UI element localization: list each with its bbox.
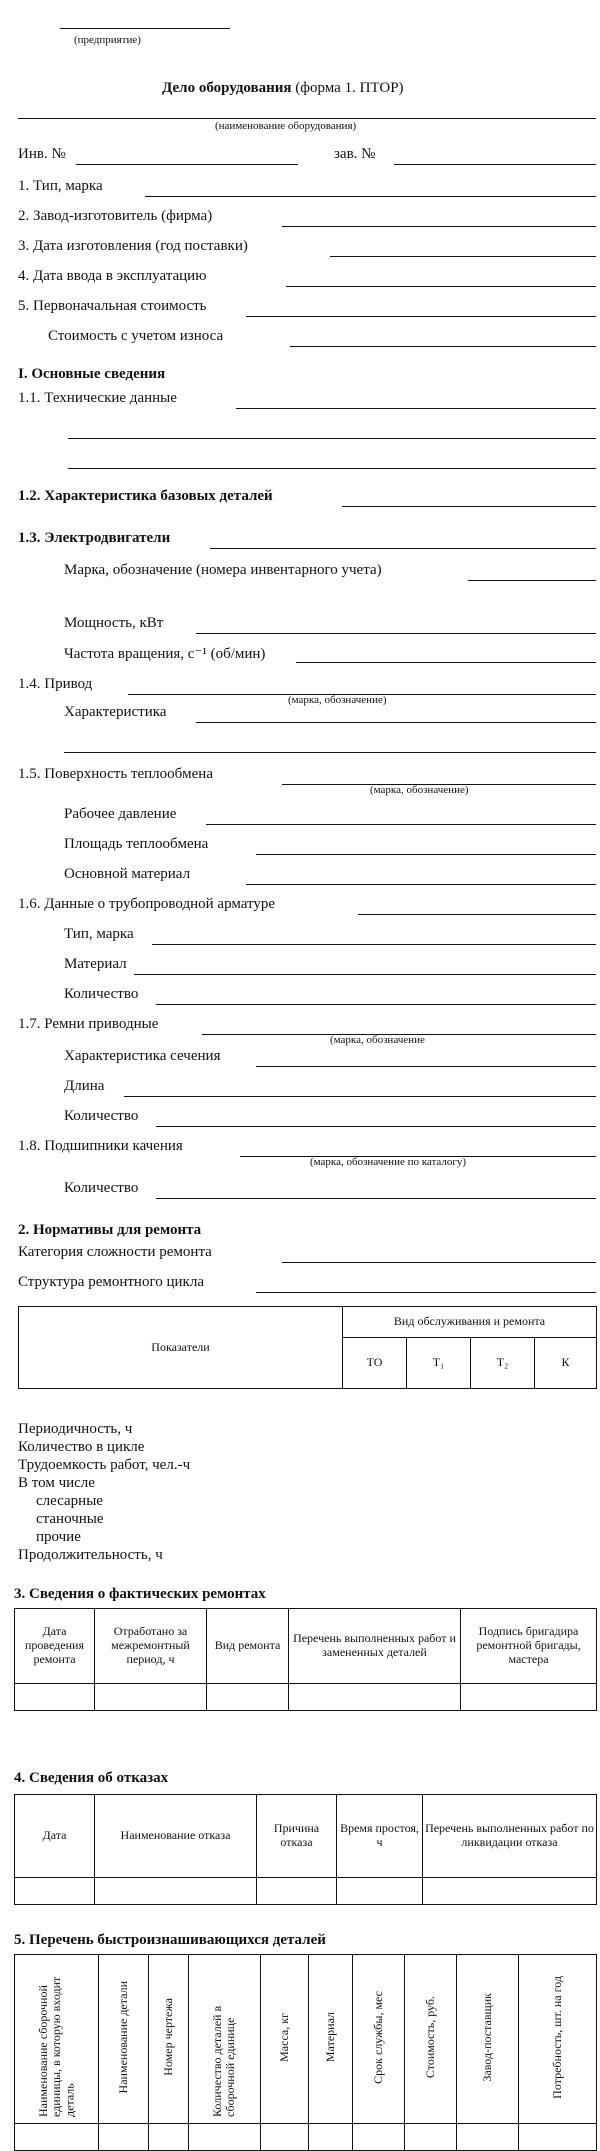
initial-cost-label: 5. Первоначальная стоимость [18,298,207,314]
power-label: Мощность, кВт [64,615,164,631]
bearings-qty-label: Количество [64,1180,139,1196]
pipe-type-field[interactable] [152,944,596,945]
section-1-title: I. Основные сведения [18,366,166,382]
col-failure-cause: Причина отказа [257,1795,337,1878]
col-repair-type: Вид ремонта [207,1609,289,1684]
bearings-label: 1.8. Подшипники качения [18,1138,183,1154]
structure-field[interactable] [256,1292,596,1293]
pipe-type-label: Тип, марка [64,926,134,942]
type-field[interactable] [145,196,596,197]
equipment-name-line[interactable] [18,118,596,119]
row-labor: Трудоемкость работ, чел.-ч [18,1457,191,1473]
row-periodicity: Периодичность, ч [18,1421,133,1437]
col-downtime: Время простоя, ч [337,1795,423,1878]
material-field[interactable] [246,884,596,885]
belts-hint: (марка, обозначение [330,1034,425,1046]
type-label: 1. Тип, марка [18,178,103,194]
belts-length-field[interactable] [124,1096,596,1097]
belts-section-label: Характеристика сечения [64,1048,221,1064]
drive-label: 1.4. Привод [18,676,93,692]
inv-label: Инв. № [18,146,66,162]
section-5-title: 5. Перечень быстроизнашивающихся деталей [14,1932,326,1948]
drive-char-field[interactable] [196,722,596,723]
base-parts-label: 1.2. Характеристика базовых деталей [18,488,273,504]
col-drawing-number: Номер чертежа [149,1955,189,2124]
enterprise-line [60,28,230,29]
speed-field[interactable] [296,662,596,663]
row-count: Количество в цикле [18,1439,145,1455]
zav-label: зав. № [334,146,376,162]
tech-data-field-3[interactable] [68,468,596,469]
table-row[interactable] [15,1878,597,1905]
wear-parts-table [14,1954,597,2151]
pressure-label: Рабочее давление [64,806,177,822]
material-label: Основной материал [64,866,191,882]
speed-label: Частота вращения, с⁻¹ (об/мин) [64,646,266,662]
inv-field[interactable] [76,164,298,165]
col-cost: Стоимость, руб. [405,1955,457,2124]
row-other: прочие [36,1529,81,1545]
manufacture-date-field[interactable] [330,256,596,257]
commission-date-label: 4. Дата ввода в эксплуатацию [18,268,207,284]
pipe-label: 1.6. Данные о трубопроводной арматуре [18,896,276,912]
section-2-title: 2. Нормативы для ремонта [18,1222,202,1238]
motors-label: 1.3. Электродвигатели [18,530,171,546]
manufacturer-field[interactable] [282,226,596,227]
col-to: ТО [343,1338,407,1389]
col-indicators: Показатели [19,1307,343,1389]
col-supplier: Завод-поставщик [457,1955,519,2124]
manufacture-date-label: 3. Дата изготовления (год поставки) [18,238,248,254]
col-elimination-works: Перечень выполненных работ по ликвидации отказа [423,1795,597,1878]
col-assembly-unit: Наименование сборочной единицы, в которую входит деталь [15,1955,99,2124]
pressure-field[interactable] [206,824,596,825]
col-worked-hours: Отработано за межремонтный период, ч [95,1609,207,1684]
bearings-qty-field[interactable] [156,1198,596,1199]
motor-brand-field[interactable] [468,580,596,581]
col-repair-date: Дата проведения ремонта [15,1609,95,1684]
pipe-field[interactable] [358,914,596,915]
norms-rows [18,1420,190,1564]
col-part-name: Наименование детали [99,1955,149,2124]
col-failure-name: Наименование отказа [95,1795,257,1878]
row-duration: Продолжительность, ч [18,1547,163,1563]
section-3-title: 3. Сведения о фактических ремонтах [14,1586,266,1602]
col-failure-date: Дата [15,1795,95,1878]
pipe-qty-label: Количество [64,986,139,1002]
belts-label: 1.7. Ремни приводные [18,1016,159,1032]
table-row[interactable] [15,1684,597,1711]
zav-field[interactable] [394,164,596,165]
category-field[interactable] [282,1262,596,1263]
row-machining: станочные [36,1511,104,1527]
pipe-qty-field[interactable] [156,1004,596,1005]
document-title: Дело оборудования (форма 1. ПТОР) [162,80,404,96]
motor-brand-label: Марка, обозначение (номера инвентарного учета) [64,562,382,578]
depreciated-cost-field[interactable] [290,346,596,347]
col-t2: Т₂ [471,1338,535,1389]
col-signature: Подпись бригадира ремонтной бригады, мастера [461,1609,597,1684]
drive-hint: (марка, обозначение) [288,694,387,706]
equipment-name-hint: (наименование оборудования) [215,120,357,132]
base-parts-field[interactable] [342,506,596,507]
failures-table [14,1794,597,1905]
col-annual-need: Потребность, шт. на год [519,1955,597,2124]
category-label: Категория сложности ремонта [18,1244,212,1260]
power-field[interactable] [196,633,596,634]
section-4-title: 4. Сведения об отказах [14,1770,169,1786]
commission-date-field[interactable] [286,286,596,287]
table-row[interactable] [15,2123,597,2150]
col-k: К [535,1338,597,1389]
col-material: Материал [309,1955,353,2124]
manufacturer-label: 2. Завод-изготовитель (фирма) [18,208,213,224]
tech-data-label: 1.1. Технические данные [18,390,177,406]
drive-char-label: Характеристика [64,704,167,720]
belts-qty-field[interactable] [156,1126,596,1127]
belts-qty-label: Количество [64,1108,139,1124]
row-fitting: слесарные [36,1493,103,1509]
col-mass: Масса, кг [261,1955,309,2124]
heat-surface-hint: (марка, обозначение) [370,784,469,796]
depreciated-cost-label: Стоимость с учетом износа [48,328,224,344]
drive-char-field-2[interactable] [64,752,596,753]
col-service-life: Срок службы, мес [353,1955,405,2124]
pipe-material-field[interactable] [134,974,596,975]
initial-cost-field[interactable] [246,316,596,317]
belts-length-label: Длина [64,1078,105,1094]
area-field[interactable] [256,854,596,855]
bearings-hint: (марка, обозначение по каталогу) [310,1156,467,1168]
heat-surface-label: 1.5. Поверхность теплообмена [18,766,213,782]
row-including: В том числе [18,1475,95,1491]
pipe-material-label: Материал [64,956,127,972]
enterprise-hint: (предприятие) [74,34,141,46]
structure-label: Структура ремонтного цикла [18,1274,204,1290]
tech-data-field-2[interactable] [68,438,596,439]
col-works-list: Перечень выполненных работ и замененных деталей [289,1609,461,1684]
repairs-table [14,1608,597,1711]
motors-field[interactable] [210,548,596,549]
col-parts-count: Количество деталей в сборочной единице [189,1955,261,2124]
belts-section-field[interactable] [256,1066,596,1067]
col-t1: Т₁ [407,1338,471,1389]
tech-data-field[interactable] [236,408,596,409]
norms-table [18,1306,597,1389]
area-label: Площадь теплообмена [64,836,209,852]
col-service-type: Вид обслуживания и ремонта [343,1307,597,1338]
